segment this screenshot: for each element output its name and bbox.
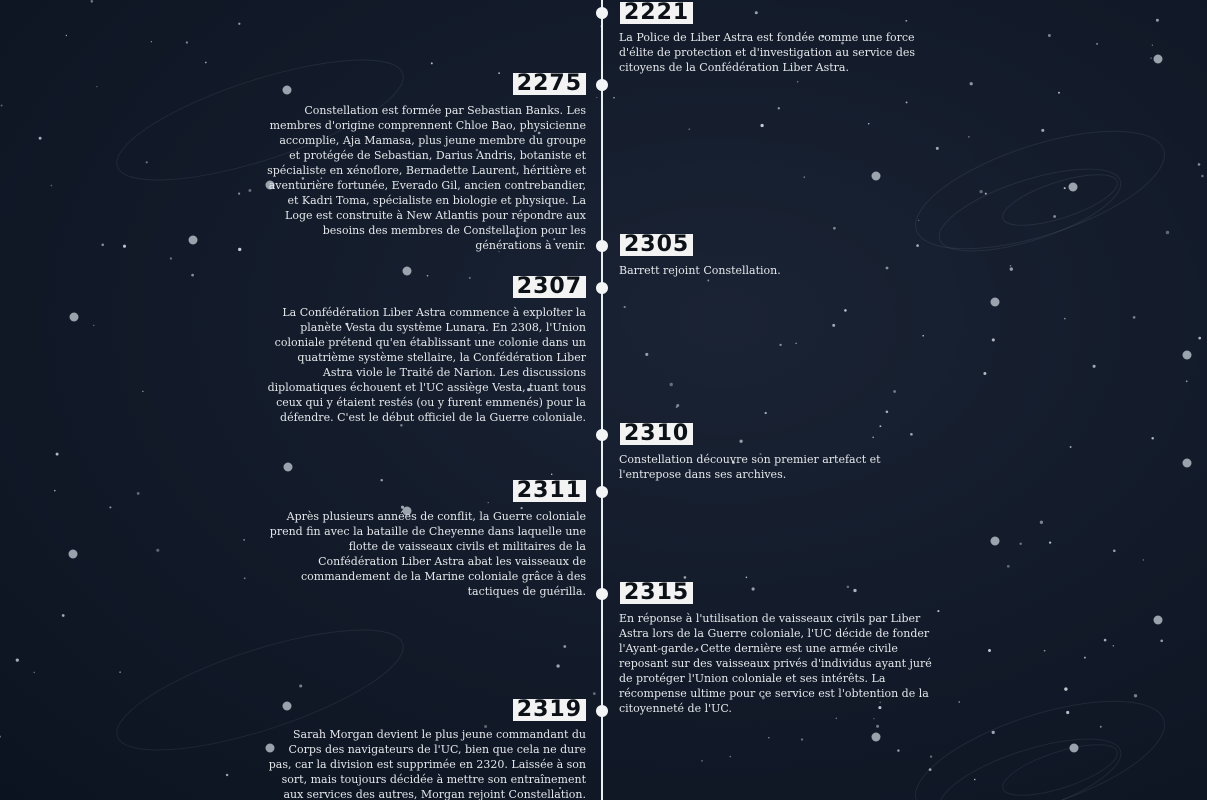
star [853,589,856,592]
star-large [991,537,1000,546]
star [1166,231,1169,234]
star [1100,726,1102,728]
star [1150,57,1152,59]
event-text-2275: Constellation est formée par Sebastian Banks. Les membres d'origine comprennent Chloe Bao, physicienne accomplie, Aja Mamasa, plus jeune membre du groupe et protégée de Sebastian, Darius Andris, botaniste et spécialiste en xénoflore, Bernadette Laurent, héritière et aventurière fortunée, Everado Gil, ancien contrebandier, et Kadri Toma, spécialiste en biologie et physique. La Loge est construite à New Atlantis pour répondre aux besoins des membres de Constellation pour les générations à venir. [267,104,586,252]
event-text-2311: Après plusieurs années de conflit, la Guerre coloniale prend fin avec la bataille de Cheyenne dans laquelle une flotte de vaisseaux civils et militaires de la Confédération Liber Astra abat les vaisseaux de commandement de la Marine coloniale grâce à des tactiques de guérilla. [269,510,586,598]
star [146,161,148,163]
timeline-spine [601,0,603,800]
star [1113,645,1114,646]
star [836,718,838,720]
star [1152,45,1153,46]
star [469,277,471,279]
star [33,672,34,673]
star [992,338,995,341]
star [624,306,626,308]
star [66,35,67,36]
event-text-2310: Constellation découvre son premier artefact et l'entrepose dans ses archives. [619,453,881,481]
year-label-2319: 2319 [513,699,586,721]
star-large [189,236,198,245]
star [226,774,228,776]
star [832,324,835,327]
star [299,685,302,688]
star [676,404,679,407]
star-large [70,313,79,322]
star [684,576,687,579]
star [1201,175,1204,178]
star [918,220,919,221]
star [1053,215,1056,218]
star [1186,380,1188,382]
star [958,701,959,702]
event-text-2319: Sarah Morgan devient le plus jeune commandant du Corps des navigateurs de l'UC, bien que cela ne dure pas, car la division est supprimée en 2320. Laissée à son sort, mais toujours décidée à mettre son entraînement aux services des autres, Morgan rejoint Constellation. [268,728,586,800]
year-label-2305: 2305 [620,234,693,256]
star-large [283,86,292,95]
swirl-decoration [930,722,1129,800]
star [1134,694,1137,697]
year-label-2311: 2311 [513,480,586,502]
year-label-2315: 2315 [620,582,693,604]
star-large [1183,459,1192,468]
star-large [1069,183,1078,192]
event-text-2221: La Police de Liber Astra est fondée comme une force d'élite de protection et d'investigation au service des citoyens de la Confédération Liber Astra. [619,31,916,74]
star [893,390,896,393]
star-large [283,702,292,711]
star [551,474,553,476]
star [985,193,987,195]
star [1104,639,1107,642]
star [1151,437,1154,440]
star [1041,129,1044,132]
star [729,756,731,758]
star [191,274,194,277]
star [983,372,986,375]
star [244,577,246,579]
star [992,731,995,734]
star [670,383,673,386]
star [910,433,913,436]
star [427,275,429,277]
star [916,244,919,247]
swirl-decoration [997,734,1122,800]
star [833,227,836,230]
star [488,502,489,503]
star [844,309,847,312]
star [186,41,188,43]
year-label-2221: 2221 [620,2,693,24]
star [593,692,596,695]
swirl-decoration [902,107,1177,273]
star [238,193,240,195]
star [739,440,742,443]
star [929,768,932,771]
star [56,453,59,456]
star [109,506,111,508]
star [974,779,976,781]
star [701,760,703,762]
star [755,11,758,14]
star [119,671,121,673]
star [905,20,907,22]
star [868,123,869,124]
star [137,492,140,495]
star [1156,19,1159,22]
star-large [1183,351,1192,360]
star [779,344,781,346]
timeline-node-2307 [596,282,608,294]
star [54,490,56,492]
star [765,412,767,414]
star [93,325,95,327]
year-label-2307: 2307 [513,276,586,298]
star [897,749,899,751]
star [1066,711,1069,714]
star [688,128,690,130]
star [1113,549,1116,552]
star [238,23,240,25]
star [1040,521,1043,524]
star [1198,163,1201,166]
star [968,136,969,137]
star [96,86,97,87]
star [872,437,874,439]
star [0,736,1,738]
star [556,664,559,667]
star [970,82,973,85]
star [156,549,159,552]
star-large [991,298,1000,307]
year-label-2310: 2310 [620,423,693,445]
star [847,586,850,589]
star [142,391,143,392]
star [91,0,94,3]
event-text-2315: En réponse à l'utilisation de vaisseaux civils par Liber Astra lors de la Guerre coloniale, l'UC décide de fonder l'Ayant-garde. Cette dernière est une armée civile reposant sur des vaisseaux privés d'individus ayant juré de protéger l'Union coloniale et ses intérêts. La récompense ultime pour ce service est l'obtention de la citoyenneté de l'UC. [619,612,932,715]
star [596,97,597,98]
swirl-decoration [997,164,1122,235]
star [205,62,207,64]
star-large [284,463,293,472]
star [1064,687,1067,690]
star [101,244,104,247]
star [39,137,42,140]
event-text-2305: Barrett rejoint Constellation. [619,264,781,277]
star-large [1154,616,1163,625]
year-label-2275: 2275 [513,73,586,95]
star [238,248,241,251]
star [1010,265,1012,267]
star [1064,318,1066,320]
star [873,718,874,719]
star-large [872,733,881,742]
star [1198,337,1201,340]
star [170,257,172,259]
star [980,190,983,193]
star-large [1070,744,1079,753]
star [1093,365,1096,368]
star [380,479,382,481]
star-large [1154,55,1163,64]
timeline-node-2275 [596,79,608,91]
star [922,335,924,337]
star [498,72,500,74]
star [936,147,939,150]
star [1143,559,1145,561]
star [1044,650,1046,652]
star [1160,639,1163,642]
star [801,738,803,740]
star [930,755,932,757]
star [51,185,53,187]
star [1048,34,1051,37]
star [795,343,796,344]
star [797,81,799,83]
timeline-node-2221 [596,7,608,19]
timeline-node-2311 [596,486,608,498]
star [1019,543,1021,545]
star [1058,92,1060,94]
star [707,280,709,282]
star [123,245,126,248]
star [645,353,648,356]
star [988,649,991,652]
star [563,645,566,648]
star-large [69,550,78,559]
star [1010,267,1013,270]
star [746,577,748,579]
star [1007,565,1010,568]
star [243,539,245,541]
timeline-node-2305 [596,240,608,252]
star [151,41,152,42]
timeline-node-2310 [596,429,608,441]
timeline-node-2319 [596,705,608,717]
star [1,104,3,106]
swirl-decoration [930,152,1129,268]
star [62,614,65,617]
star [1064,187,1066,189]
star-large [872,172,881,181]
star [778,107,780,109]
timeline-node-2315 [596,588,608,600]
star [1070,446,1072,448]
star [906,101,908,103]
star [886,411,889,414]
star [1049,541,1051,543]
star [431,62,433,64]
star [752,587,755,590]
star [879,425,881,427]
star [613,97,615,99]
star [876,725,879,728]
star [760,124,763,127]
star [1096,43,1098,45]
star [1084,657,1086,659]
event-text-2307: La Confédération Liber Astra commence à exploiter la planète Vesta du système Lunara. En 2308, l'Union coloniale prétend qu'en établissant une colonie dans un quatrième système stellaire, la Confédération Liber Astra viole le Traité de Narion. Les discussions diplomatiques échouent et l'UC assiège Vesta, tuant tous ceux qui y étaient restés (ou y furent emmenés) pour la défendre. C'est le début officiel de la Guerre coloniale. [267,306,586,424]
star [1133,316,1136,319]
star [16,659,19,662]
star-large [403,267,412,276]
star [803,176,805,178]
star [248,189,251,192]
star [768,737,769,738]
